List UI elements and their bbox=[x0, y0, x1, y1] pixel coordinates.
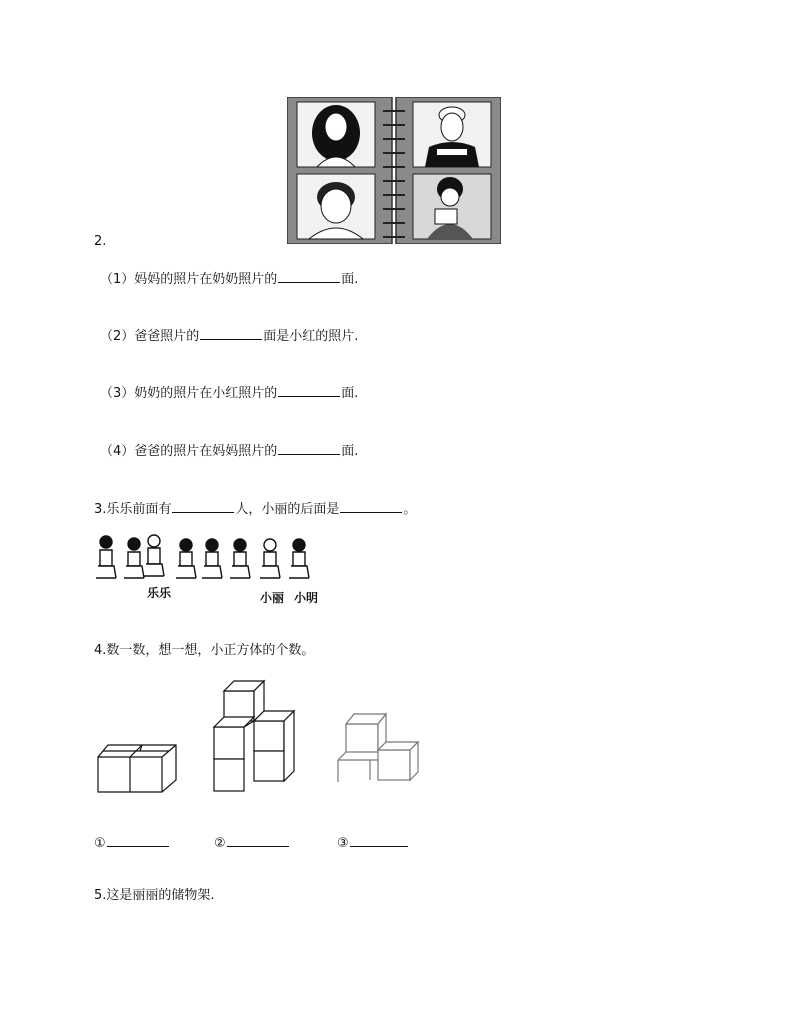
q2-item-4: （4）爸爸的照片在妈妈照片的 面. bbox=[100, 444, 359, 459]
q4-answer-2: ② bbox=[214, 834, 290, 852]
label-xiaoli: 小丽 bbox=[260, 591, 285, 605]
photo-album bbox=[287, 97, 501, 244]
cube-figure-2 bbox=[212, 677, 296, 793]
answer-blank[interactable] bbox=[227, 834, 289, 847]
answer-blank[interactable] bbox=[278, 442, 340, 455]
q4-answer-1: ① bbox=[94, 834, 170, 852]
q2-item-1: （1）妈妈的照片在奶奶照片的 面. bbox=[100, 272, 359, 287]
q2-item-3: （3）奶奶的照片在小红照片的 面. bbox=[100, 386, 359, 401]
label-xiaoming: 小明 bbox=[294, 591, 319, 605]
q5-question: 5.这是丽丽的储物架. bbox=[94, 888, 215, 903]
answer-blank[interactable] bbox=[340, 500, 402, 513]
answer-blank[interactable] bbox=[107, 834, 169, 847]
q2-item-2: （2）爸爸照片的 面是小红的照片. bbox=[100, 329, 359, 344]
q2-number: 2. bbox=[94, 234, 107, 249]
answer-blank[interactable] bbox=[350, 834, 408, 847]
answer-blank[interactable] bbox=[278, 384, 340, 397]
q3-question: 3.乐乐前面有 人，小丽的后面是 。 bbox=[94, 502, 417, 517]
cube-figure-3 bbox=[336, 712, 422, 784]
q4-answer-3: ③ bbox=[337, 834, 409, 852]
label-lele: 乐乐 bbox=[147, 586, 172, 600]
cube-figure-1 bbox=[96, 740, 180, 796]
q4-question: 4.数一数，想一想，小正方体的个数。 bbox=[94, 643, 315, 658]
answer-blank[interactable] bbox=[172, 500, 234, 513]
answer-blank[interactable] bbox=[278, 270, 340, 283]
answer-blank[interactable] bbox=[200, 327, 262, 340]
children-line-illustration bbox=[94, 532, 324, 586]
